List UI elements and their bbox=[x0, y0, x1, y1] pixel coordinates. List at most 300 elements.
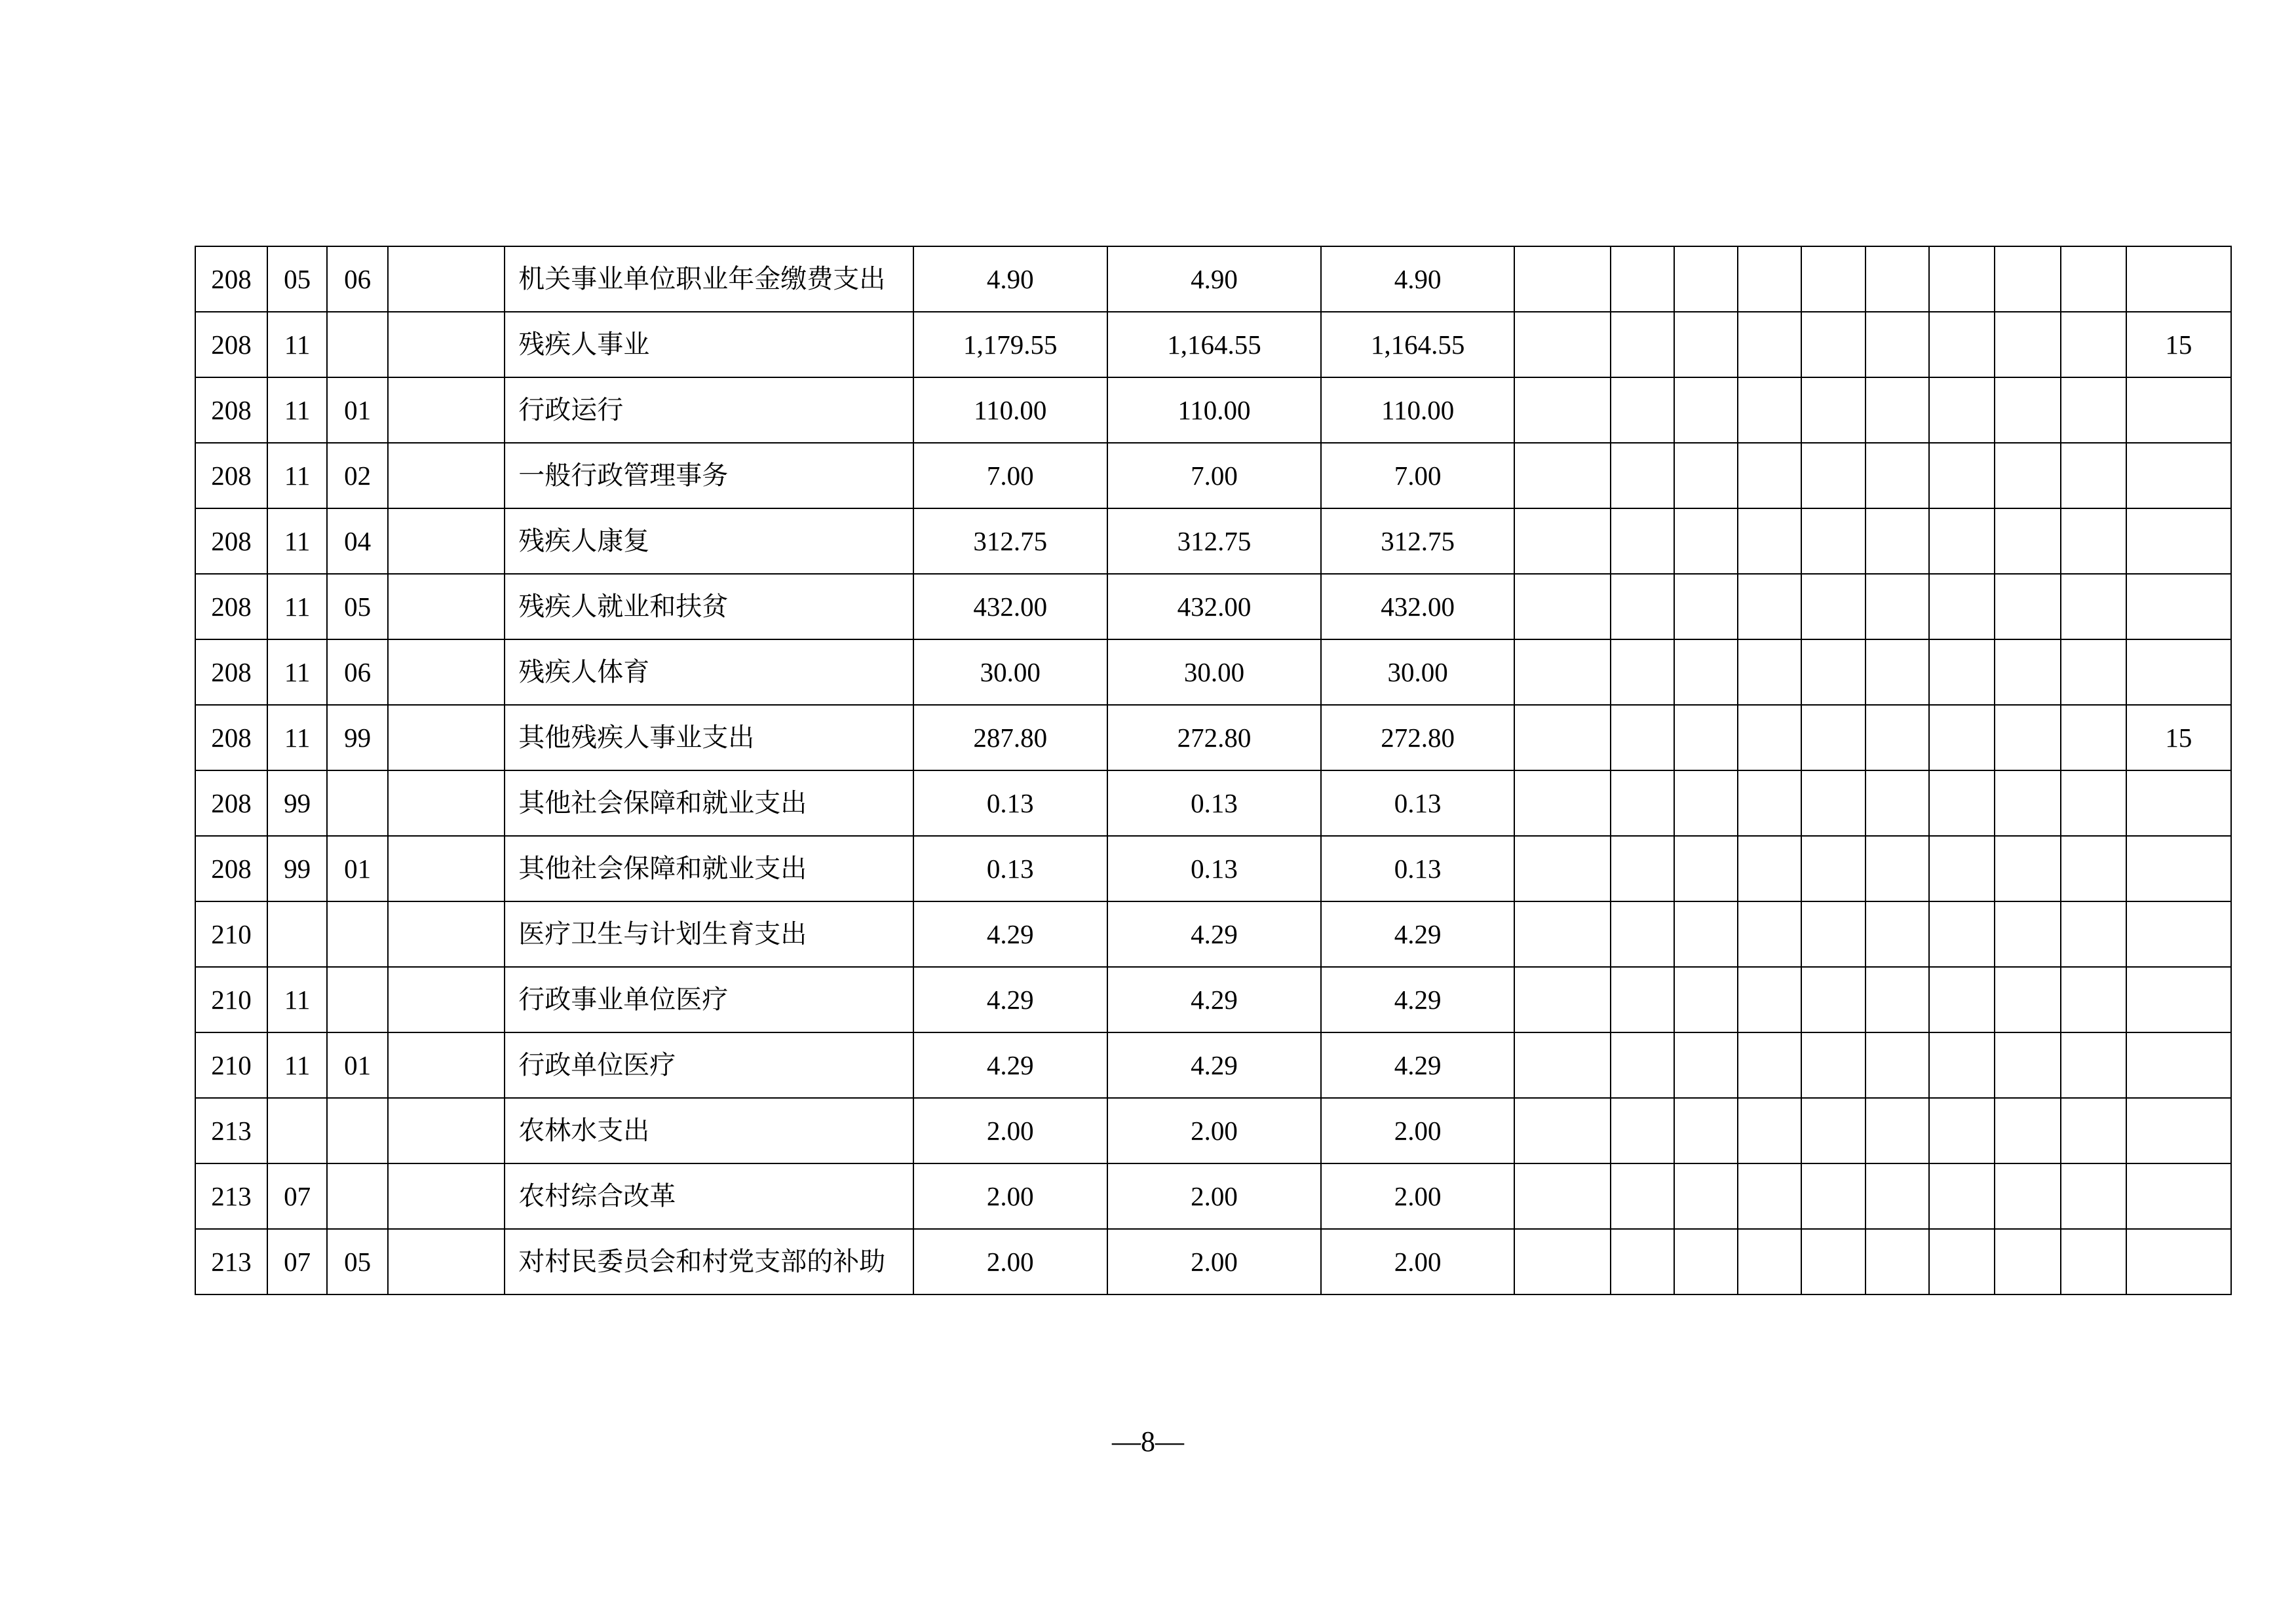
total-amount-cell: 110.00 bbox=[913, 377, 1107, 443]
empty-cell bbox=[1866, 1229, 1929, 1294]
subject-name-cell: 对村民委员会和村党支部的补助 bbox=[505, 1229, 913, 1294]
empty-cell bbox=[1801, 1163, 1865, 1229]
subject-name-cell: 其他社会保障和就业支出 bbox=[505, 770, 913, 836]
table-row bbox=[195, 312, 2231, 377]
section-code-cell: 11 bbox=[267, 1032, 327, 1098]
table-row bbox=[195, 705, 2231, 770]
empty-cell bbox=[1929, 967, 1995, 1032]
amount-col-3-cell: 2.00 bbox=[1321, 1098, 1514, 1163]
amount-col-3-cell: 1,164.55 bbox=[1321, 312, 1514, 377]
subject-name-cell: 行政运行 bbox=[505, 377, 913, 443]
item-code-cell bbox=[327, 770, 388, 836]
empty-cell bbox=[1738, 639, 1801, 705]
empty-cell bbox=[1929, 836, 1995, 901]
item-code-cell: 05 bbox=[327, 1229, 388, 1294]
empty-cell bbox=[1995, 1229, 2061, 1294]
empty-cell bbox=[1738, 246, 1801, 312]
blank-code-cell bbox=[388, 377, 505, 443]
category-code-cell: 208 bbox=[195, 639, 267, 705]
empty-cell bbox=[1611, 508, 1674, 574]
empty-cell bbox=[1738, 770, 1801, 836]
empty-cell bbox=[1995, 770, 2061, 836]
empty-cell bbox=[1866, 443, 1929, 508]
last-column-cell: 15 bbox=[2126, 705, 2231, 770]
empty-cell bbox=[1514, 246, 1611, 312]
subject-name-cell: 机关事业单位职业年金缴费支出 bbox=[505, 246, 913, 312]
last-column-cell bbox=[2126, 967, 2231, 1032]
last-column-cell bbox=[2126, 901, 2231, 967]
empty-cell bbox=[1929, 639, 1995, 705]
empty-cell bbox=[1611, 705, 1674, 770]
amount-col-2-cell: 2.00 bbox=[1107, 1163, 1321, 1229]
section-code-cell: 11 bbox=[267, 508, 327, 574]
empty-cell bbox=[1611, 443, 1674, 508]
empty-cell bbox=[1929, 312, 1995, 377]
total-amount-cell: 2.00 bbox=[913, 1229, 1107, 1294]
empty-cell bbox=[1866, 1032, 1929, 1098]
last-column-cell bbox=[2126, 836, 2231, 901]
empty-cell bbox=[1514, 705, 1611, 770]
blank-code-cell bbox=[388, 639, 505, 705]
last-column-cell bbox=[2126, 1098, 2231, 1163]
empty-cell bbox=[2061, 1163, 2126, 1229]
total-amount-cell: 4.29 bbox=[913, 967, 1107, 1032]
amount-col-2-cell: 432.00 bbox=[1107, 574, 1321, 639]
empty-cell bbox=[1995, 836, 2061, 901]
empty-cell bbox=[1611, 377, 1674, 443]
item-code-cell: 01 bbox=[327, 377, 388, 443]
amount-col-3-cell: 2.00 bbox=[1321, 1229, 1514, 1294]
last-column-cell bbox=[2126, 508, 2231, 574]
empty-cell bbox=[1866, 1163, 1929, 1229]
amount-col-3-cell: 30.00 bbox=[1321, 639, 1514, 705]
last-column-cell bbox=[2126, 246, 2231, 312]
empty-cell bbox=[2061, 377, 2126, 443]
empty-cell bbox=[1929, 1098, 1995, 1163]
item-code-cell bbox=[327, 1163, 388, 1229]
total-amount-cell: 2.00 bbox=[913, 1163, 1107, 1229]
subject-name-cell: 行政单位医疗 bbox=[505, 1032, 913, 1098]
empty-cell bbox=[2061, 967, 2126, 1032]
table-row bbox=[195, 967, 2231, 1032]
empty-cell bbox=[1929, 574, 1995, 639]
amount-col-2-cell: 7.00 bbox=[1107, 443, 1321, 508]
empty-cell bbox=[1929, 246, 1995, 312]
total-amount-cell: 7.00 bbox=[913, 443, 1107, 508]
empty-cell bbox=[2061, 705, 2126, 770]
empty-cell bbox=[1929, 1032, 1995, 1098]
empty-cell bbox=[1611, 967, 1674, 1032]
section-code-cell: 11 bbox=[267, 312, 327, 377]
table-row bbox=[195, 836, 2231, 901]
amount-col-2-cell: 1,164.55 bbox=[1107, 312, 1321, 377]
empty-cell bbox=[1514, 836, 1611, 901]
empty-cell bbox=[1674, 246, 1738, 312]
blank-code-cell bbox=[388, 967, 505, 1032]
empty-cell bbox=[1674, 901, 1738, 967]
item-code-cell: 06 bbox=[327, 246, 388, 312]
empty-cell bbox=[1801, 770, 1865, 836]
empty-cell bbox=[2061, 639, 2126, 705]
section-code-cell: 99 bbox=[267, 836, 327, 901]
table-row bbox=[195, 770, 2231, 836]
subject-name-cell: 残疾人康复 bbox=[505, 508, 913, 574]
empty-cell bbox=[1801, 836, 1865, 901]
empty-cell bbox=[1674, 443, 1738, 508]
empty-cell bbox=[1738, 901, 1801, 967]
section-code-cell: 07 bbox=[267, 1163, 327, 1229]
empty-cell bbox=[1674, 1229, 1738, 1294]
empty-cell bbox=[1929, 901, 1995, 967]
empty-cell bbox=[2061, 312, 2126, 377]
item-code-cell: 99 bbox=[327, 705, 388, 770]
empty-cell bbox=[1611, 574, 1674, 639]
subject-name-cell: 残疾人就业和扶贫 bbox=[505, 574, 913, 639]
total-amount-cell: 2.00 bbox=[913, 1098, 1107, 1163]
amount-col-3-cell: 4.90 bbox=[1321, 246, 1514, 312]
empty-cell bbox=[2061, 770, 2126, 836]
empty-cell bbox=[1514, 1032, 1611, 1098]
amount-col-2-cell: 312.75 bbox=[1107, 508, 1321, 574]
blank-code-cell bbox=[388, 246, 505, 312]
empty-cell bbox=[1866, 770, 1929, 836]
empty-cell bbox=[1995, 574, 2061, 639]
amount-col-3-cell: 272.80 bbox=[1321, 705, 1514, 770]
category-code-cell: 208 bbox=[195, 246, 267, 312]
empty-cell bbox=[2061, 508, 2126, 574]
amount-col-3-cell: 0.13 bbox=[1321, 836, 1514, 901]
amount-col-3-cell: 110.00 bbox=[1321, 377, 1514, 443]
category-code-cell: 208 bbox=[195, 377, 267, 443]
empty-cell bbox=[1674, 967, 1738, 1032]
amount-col-2-cell: 0.13 bbox=[1107, 836, 1321, 901]
amount-col-2-cell: 30.00 bbox=[1107, 639, 1321, 705]
empty-cell bbox=[1514, 639, 1611, 705]
last-column-cell bbox=[2126, 574, 2231, 639]
empty-cell bbox=[1866, 246, 1929, 312]
empty-cell bbox=[1611, 246, 1674, 312]
empty-cell bbox=[1929, 1163, 1995, 1229]
table-row bbox=[195, 1098, 2231, 1163]
blank-code-cell bbox=[388, 312, 505, 377]
empty-cell bbox=[1611, 1229, 1674, 1294]
empty-cell bbox=[1738, 443, 1801, 508]
table-row bbox=[195, 246, 2231, 312]
empty-cell bbox=[1866, 574, 1929, 639]
page-number: —8— bbox=[1112, 1426, 1184, 1458]
amount-col-2-cell: 4.90 bbox=[1107, 246, 1321, 312]
empty-cell bbox=[1738, 705, 1801, 770]
section-code-cell bbox=[267, 1098, 327, 1163]
item-code-cell bbox=[327, 312, 388, 377]
last-column-cell bbox=[2126, 443, 2231, 508]
category-code-cell: 210 bbox=[195, 1032, 267, 1098]
empty-cell bbox=[2061, 1098, 2126, 1163]
last-column-cell bbox=[2126, 1163, 2231, 1229]
total-amount-cell: 0.13 bbox=[913, 770, 1107, 836]
category-code-cell: 210 bbox=[195, 901, 267, 967]
category-code-cell: 208 bbox=[195, 443, 267, 508]
blank-code-cell bbox=[388, 443, 505, 508]
section-code-cell: 11 bbox=[267, 639, 327, 705]
last-column-cell bbox=[2126, 377, 2231, 443]
empty-cell bbox=[1866, 312, 1929, 377]
table-row bbox=[195, 377, 2231, 443]
empty-cell bbox=[1514, 508, 1611, 574]
table-row bbox=[195, 1163, 2231, 1229]
empty-cell bbox=[1995, 508, 2061, 574]
subject-name-cell: 一般行政管理事务 bbox=[505, 443, 913, 508]
blank-code-cell bbox=[388, 901, 505, 967]
amount-col-3-cell: 432.00 bbox=[1321, 574, 1514, 639]
budget-table bbox=[195, 246, 2232, 1295]
empty-cell bbox=[1738, 312, 1801, 377]
empty-cell bbox=[1514, 443, 1611, 508]
empty-cell bbox=[1929, 770, 1995, 836]
blank-code-cell bbox=[388, 836, 505, 901]
empty-cell bbox=[1514, 1163, 1611, 1229]
empty-cell bbox=[1674, 639, 1738, 705]
empty-cell bbox=[1866, 705, 1929, 770]
item-code-cell: 04 bbox=[327, 508, 388, 574]
empty-cell bbox=[1611, 1098, 1674, 1163]
empty-cell bbox=[1514, 901, 1611, 967]
total-amount-cell: 432.00 bbox=[913, 574, 1107, 639]
empty-cell bbox=[1995, 1163, 2061, 1229]
subject-name-cell: 农林水支出 bbox=[505, 1098, 913, 1163]
amount-col-3-cell: 4.29 bbox=[1321, 967, 1514, 1032]
empty-cell bbox=[1674, 312, 1738, 377]
amount-col-2-cell: 272.80 bbox=[1107, 705, 1321, 770]
empty-cell bbox=[1514, 574, 1611, 639]
empty-cell bbox=[2061, 1032, 2126, 1098]
category-code-cell: 213 bbox=[195, 1098, 267, 1163]
empty-cell bbox=[1738, 967, 1801, 1032]
empty-cell bbox=[1514, 1098, 1611, 1163]
empty-cell bbox=[1514, 967, 1611, 1032]
empty-cell bbox=[1611, 770, 1674, 836]
total-amount-cell: 4.29 bbox=[913, 901, 1107, 967]
section-code-cell: 11 bbox=[267, 574, 327, 639]
item-code-cell: 01 bbox=[327, 836, 388, 901]
empty-cell bbox=[1738, 508, 1801, 574]
empty-cell bbox=[1995, 246, 2061, 312]
total-amount-cell: 1,179.55 bbox=[913, 312, 1107, 377]
section-code-cell: 99 bbox=[267, 770, 327, 836]
empty-cell bbox=[2061, 574, 2126, 639]
empty-cell bbox=[1866, 836, 1929, 901]
subject-name-cell: 其他残疾人事业支出 bbox=[505, 705, 913, 770]
empty-cell bbox=[1995, 705, 2061, 770]
empty-cell bbox=[1866, 639, 1929, 705]
empty-cell bbox=[1674, 836, 1738, 901]
table-row bbox=[195, 508, 2231, 574]
empty-cell bbox=[1801, 508, 1865, 574]
empty-cell bbox=[1514, 770, 1611, 836]
empty-cell bbox=[2061, 901, 2126, 967]
empty-cell bbox=[1801, 705, 1865, 770]
empty-cell bbox=[1738, 574, 1801, 639]
category-code-cell: 208 bbox=[195, 312, 267, 377]
empty-cell bbox=[1801, 246, 1865, 312]
total-amount-cell: 0.13 bbox=[913, 836, 1107, 901]
empty-cell bbox=[1674, 508, 1738, 574]
amount-col-2-cell: 0.13 bbox=[1107, 770, 1321, 836]
category-code-cell: 208 bbox=[195, 770, 267, 836]
empty-cell bbox=[1929, 705, 1995, 770]
empty-cell bbox=[1866, 967, 1929, 1032]
amount-col-2-cell: 4.29 bbox=[1107, 1032, 1321, 1098]
empty-cell bbox=[1611, 901, 1674, 967]
empty-cell bbox=[1738, 1229, 1801, 1294]
blank-code-cell bbox=[388, 1098, 505, 1163]
empty-cell bbox=[1674, 574, 1738, 639]
empty-cell bbox=[2061, 836, 2126, 901]
empty-cell bbox=[1866, 901, 1929, 967]
empty-cell bbox=[1801, 443, 1865, 508]
empty-cell bbox=[2061, 246, 2126, 312]
empty-cell bbox=[1866, 508, 1929, 574]
item-code-cell bbox=[327, 1098, 388, 1163]
empty-cell bbox=[1611, 639, 1674, 705]
empty-cell bbox=[1995, 1098, 2061, 1163]
amount-col-2-cell: 4.29 bbox=[1107, 967, 1321, 1032]
empty-cell bbox=[1801, 967, 1865, 1032]
empty-cell bbox=[1514, 377, 1611, 443]
empty-cell bbox=[1801, 312, 1865, 377]
table-row bbox=[195, 901, 2231, 967]
category-code-cell: 208 bbox=[195, 574, 267, 639]
amount-col-2-cell: 110.00 bbox=[1107, 377, 1321, 443]
table-row bbox=[195, 574, 2231, 639]
blank-code-cell bbox=[388, 1229, 505, 1294]
empty-cell bbox=[1866, 377, 1929, 443]
category-code-cell: 208 bbox=[195, 705, 267, 770]
empty-cell bbox=[1611, 836, 1674, 901]
empty-cell bbox=[1674, 1032, 1738, 1098]
table-row bbox=[195, 1229, 2231, 1294]
empty-cell bbox=[2061, 1229, 2126, 1294]
category-code-cell: 208 bbox=[195, 836, 267, 901]
section-code-cell bbox=[267, 901, 327, 967]
empty-cell bbox=[1801, 574, 1865, 639]
empty-cell bbox=[1674, 1098, 1738, 1163]
total-amount-cell: 287.80 bbox=[913, 705, 1107, 770]
subject-name-cell: 农村综合改革 bbox=[505, 1163, 913, 1229]
table-row bbox=[195, 443, 2231, 508]
item-code-cell: 05 bbox=[327, 574, 388, 639]
item-code-cell bbox=[327, 967, 388, 1032]
empty-cell bbox=[1611, 1032, 1674, 1098]
empty-cell bbox=[1801, 1032, 1865, 1098]
subject-name-cell: 医疗卫生与计划生育支出 bbox=[505, 901, 913, 967]
empty-cell bbox=[1995, 639, 2061, 705]
last-column-cell: 15 bbox=[2126, 312, 2231, 377]
table-row bbox=[195, 1032, 2231, 1098]
blank-code-cell bbox=[388, 770, 505, 836]
empty-cell bbox=[1738, 377, 1801, 443]
empty-cell bbox=[1995, 967, 2061, 1032]
empty-cell bbox=[1929, 443, 1995, 508]
category-code-cell: 213 bbox=[195, 1229, 267, 1294]
section-code-cell: 07 bbox=[267, 1229, 327, 1294]
empty-cell bbox=[1738, 1163, 1801, 1229]
blank-code-cell bbox=[388, 705, 505, 770]
subject-name-cell: 行政事业单位医疗 bbox=[505, 967, 913, 1032]
empty-cell bbox=[1866, 1098, 1929, 1163]
subject-name-cell: 其他社会保障和就业支出 bbox=[505, 836, 913, 901]
blank-code-cell bbox=[388, 1163, 505, 1229]
empty-cell bbox=[1995, 901, 2061, 967]
total-amount-cell: 4.90 bbox=[913, 246, 1107, 312]
subject-name-cell: 残疾人事业 bbox=[505, 312, 913, 377]
amount-col-3-cell: 4.29 bbox=[1321, 901, 1514, 967]
amount-col-3-cell: 7.00 bbox=[1321, 443, 1514, 508]
empty-cell bbox=[1514, 1229, 1611, 1294]
blank-code-cell bbox=[388, 574, 505, 639]
empty-cell bbox=[1738, 836, 1801, 901]
last-column-cell bbox=[2126, 1229, 2231, 1294]
section-code-cell: 11 bbox=[267, 377, 327, 443]
empty-cell bbox=[1995, 312, 2061, 377]
table-row bbox=[195, 639, 2231, 705]
empty-cell bbox=[1611, 312, 1674, 377]
total-amount-cell: 312.75 bbox=[913, 508, 1107, 574]
last-column-cell bbox=[2126, 770, 2231, 836]
empty-cell bbox=[1514, 312, 1611, 377]
total-amount-cell: 30.00 bbox=[913, 639, 1107, 705]
amount-col-3-cell: 4.29 bbox=[1321, 1032, 1514, 1098]
section-code-cell: 05 bbox=[267, 246, 327, 312]
amount-col-2-cell: 2.00 bbox=[1107, 1098, 1321, 1163]
empty-cell bbox=[1995, 1032, 2061, 1098]
amount-col-2-cell: 4.29 bbox=[1107, 901, 1321, 967]
blank-code-cell bbox=[388, 1032, 505, 1098]
section-code-cell: 11 bbox=[267, 443, 327, 508]
empty-cell bbox=[1801, 639, 1865, 705]
amount-col-2-cell: 2.00 bbox=[1107, 1229, 1321, 1294]
empty-cell bbox=[1929, 508, 1995, 574]
table-body bbox=[195, 246, 2231, 1294]
empty-cell bbox=[1738, 1098, 1801, 1163]
last-column-cell bbox=[2126, 1032, 2231, 1098]
empty-cell bbox=[1674, 770, 1738, 836]
empty-cell bbox=[1929, 377, 1995, 443]
category-code-cell: 210 bbox=[195, 967, 267, 1032]
section-code-cell: 11 bbox=[267, 705, 327, 770]
amount-col-3-cell: 312.75 bbox=[1321, 508, 1514, 574]
empty-cell bbox=[1674, 705, 1738, 770]
item-code-cell: 02 bbox=[327, 443, 388, 508]
empty-cell bbox=[1801, 377, 1865, 443]
empty-cell bbox=[1801, 1229, 1865, 1294]
amount-col-3-cell: 0.13 bbox=[1321, 770, 1514, 836]
empty-cell bbox=[1995, 377, 2061, 443]
category-code-cell: 213 bbox=[195, 1163, 267, 1229]
empty-cell bbox=[2061, 443, 2126, 508]
empty-cell bbox=[1801, 1098, 1865, 1163]
item-code-cell: 01 bbox=[327, 1032, 388, 1098]
empty-cell bbox=[1611, 1163, 1674, 1229]
empty-cell bbox=[1674, 377, 1738, 443]
item-code-cell: 06 bbox=[327, 639, 388, 705]
amount-col-3-cell: 2.00 bbox=[1321, 1163, 1514, 1229]
subject-name-cell: 残疾人体育 bbox=[505, 639, 913, 705]
section-code-cell: 11 bbox=[267, 967, 327, 1032]
empty-cell bbox=[1801, 901, 1865, 967]
total-amount-cell: 4.29 bbox=[913, 1032, 1107, 1098]
empty-cell bbox=[1995, 443, 2061, 508]
